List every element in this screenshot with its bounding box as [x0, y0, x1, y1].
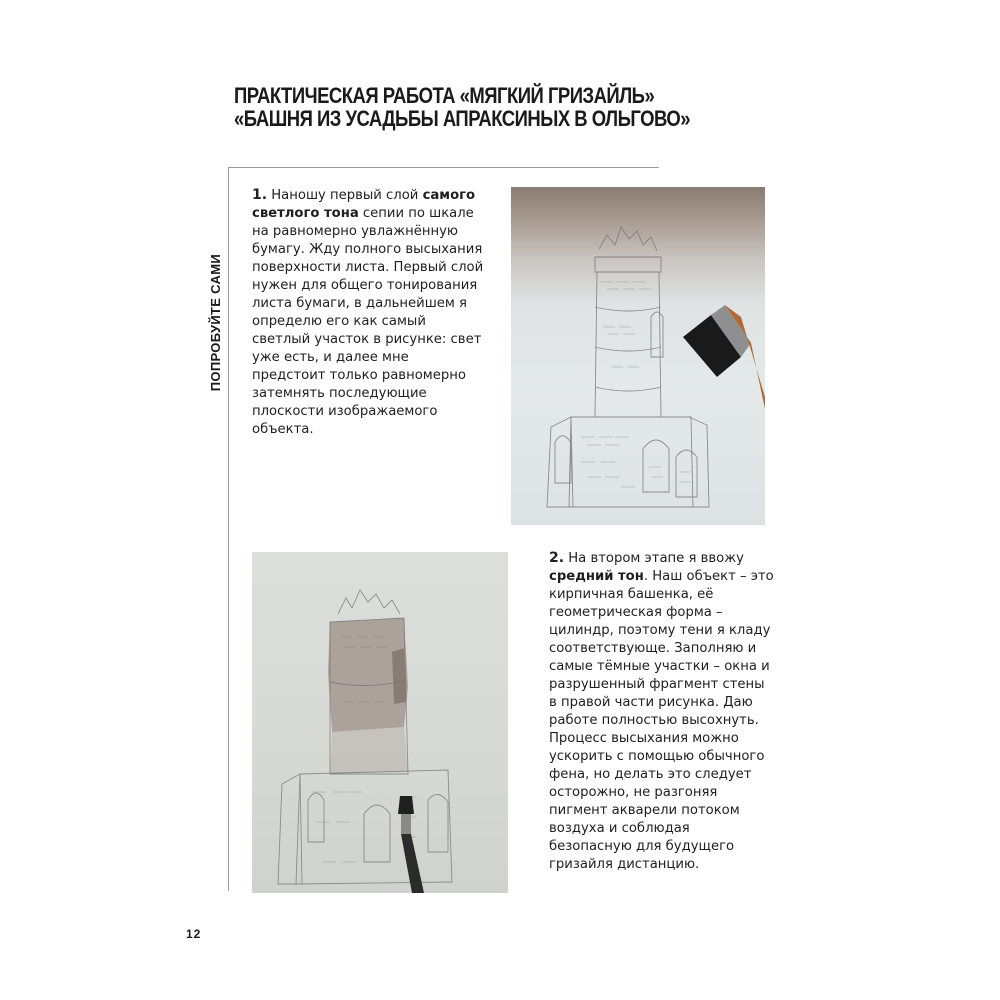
- side-label-text: ПОПРОБУЙТЕ САМИ: [208, 254, 223, 392]
- step-1-number: 1.: [252, 187, 268, 203]
- title-line-1: ПРАКТИЧЕСКАЯ РАБОТА «МЯГКИЙ ГРИЗАЙЛЬ»: [234, 83, 655, 108]
- title-line-2: «БАШНЯ ИЗ УСАДЬБЫ АПРАКСИНЫХ В ОЛЬГОВО»: [234, 106, 691, 131]
- horizontal-rule: [229, 167, 659, 168]
- tower-sketch-step-2: [252, 552, 508, 893]
- step-2-bold: средний тон: [549, 569, 644, 584]
- tower-photo-step-2: [252, 552, 508, 893]
- page-title: [234, 83, 691, 131]
- step-1-text: [252, 186, 484, 439]
- step-1-bold: самого светлого тона: [252, 188, 476, 221]
- step-2-part-1: На втором этапе я ввожу: [564, 551, 744, 566]
- tower-photo-step-1: [511, 187, 765, 525]
- round-brush-icon: [398, 796, 424, 893]
- wide-brush-icon: [683, 305, 765, 409]
- tower-sketch-step-1: [511, 187, 765, 525]
- vertical-rule: [228, 167, 229, 891]
- step-1-part-2: сепии по шкале на равномерно увлажнённую бумагу. Жду полного высыхания поверхности листа. Первый слой нужен для общего тонирования листа бумаги, в дальнейшем я определю его как самый светлый участок в рисунке: свет уже есть, и далее мне предстоит только равномерно затемнять последующие плоскости изображаемого объекта.: [252, 206, 484, 437]
- page-number: 12: [186, 927, 202, 941]
- step-2-part-2: . Наш объект – это кирпичная башенка, её геометрическая форма – цилиндр, поэтому тени я кладу соответствующе. Заполняю и самые тёмные участки – окна и разрушенный фрагмент стены в правой части рисунка. Даю работе полностью высохнуть. Процесс высыхания можно ускорить с помощью обычного фена, но делать это следует осторожно, не разгоняя пигмент акварели потоком воздуха и соблюдая безопасную для будущего гризайля дистанцию.: [549, 569, 774, 872]
- step-2-number: 2.: [549, 550, 565, 566]
- step-1-part-1: Наношу первый слой: [267, 188, 423, 203]
- step-2-text: [549, 549, 774, 874]
